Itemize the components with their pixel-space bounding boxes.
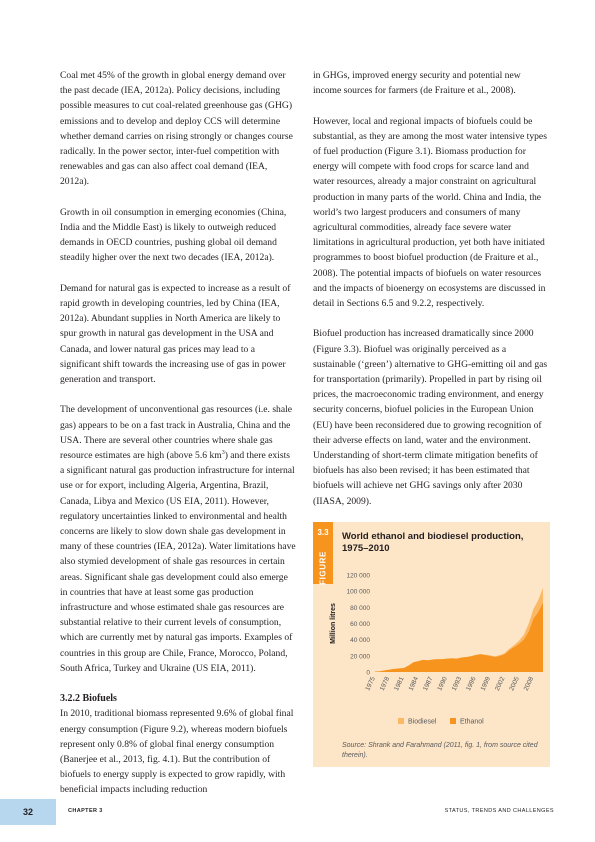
x-tick-label: 1981	[393, 675, 406, 692]
footer-chapter: CHAPTER 3	[68, 808, 103, 814]
legend-label-ethanol: Ethanol	[460, 718, 484, 726]
x-tick-label: 2005	[508, 675, 521, 692]
y-axis-label: Million litres	[330, 603, 337, 644]
x-tick-label: 1999	[479, 675, 493, 692]
paragraph-shale-gas	[60, 402, 296, 676]
x-tick-label: 2008	[522, 675, 536, 692]
x-tick-label: 1984	[407, 675, 421, 692]
shale-text-part1: The development of unconventional gas resources (i.e. shale gas) appears to be on a fast track in Australia, China and the USA. There are several other countries where shale gas resource estimates are high (above 5.6 km	[60, 404, 293, 462]
figure-label: FIGURE	[318, 551, 328, 585]
y-tick-label: 100 000	[346, 588, 370, 596]
figure-title: World ethanol and biodiesel production, 1975–2010	[342, 531, 524, 554]
legend-swatch-biodiesel	[398, 718, 404, 724]
paragraph-coal: Coal met 45% of the growth in global energy demand over the past decade (IEA, 2012a). Policy decisions, including possible measures to cut coal-related greenhouse gas (GHG) emissions and to develop and deploy CCS will determine whether demand carries on rising strongly or changes course radically. In the power sector, inter-fuel competition with renewables and gas can also affect coal demand (IEA, 2012a).	[60, 70, 293, 188]
x-tick-label: 1993	[450, 675, 464, 692]
left-column	[60, 68, 296, 813]
x-tick-label: 1975	[364, 675, 377, 692]
figure-box	[313, 522, 550, 767]
paragraph-biofuel-production: Biofuel production has increased dramatically since 2000 (Figure 3.3). Biofuel was originally perceived as a sustainable (‘green’) alternative to GHG-emitting oil and gas for transportation (primarily). Propelled in part by rising oil prices, the macroeconomic trading environment, and energy security concerns, biofuel policies in the European Union (EU) have been reconsidered due to growing recognition of their adverse effects on land, water and the environment. Understanding of short-term climate mitigation benefits of biofuels has also been revised; it has been estimated that biofuels will achieve net GHG savings only after 2030 (IIASA, 2009).	[313, 328, 548, 507]
y-tick-label: 80 000	[350, 604, 370, 612]
figure-number: 3.3	[317, 528, 329, 537]
x-tick-label: 1987	[421, 675, 435, 692]
paragraph-natural-gas: Demand for natural gas is expected to increase as a result of rapid growth in developing countries, led by China (IEA, 2012a). Abundant supplies in North America are likely to spur growth in natural gas development in the USA and Canada, and lower natural gas prices may lead to a significant shift towards the increasing use of gas in power generation and transport.	[60, 282, 291, 386]
superscript: 3	[221, 449, 225, 456]
legend-swatch-ethanol	[450, 718, 456, 724]
y-tick-label: 60 000	[350, 621, 370, 628]
paragraph-biofuel-impacts: However, local and regional impacts of biofuels could be substantial, as they are among the most water intensive types of fuel production (Figure 3.1). Biomass production for energy will compete with food crops for scarce land and water resources, already a major constraint on agricultural production in many parts of the world. China and India, the world’s two largest producers and consumers of many agricultural commodities, already face severe water limitations in agricultural production, yet both have initiated programmes to boost biofuel production (de Fraiture et al., 2008). The potential impacts of biofuels on water resources and the impacts of bioenergy on ecosystems are discussed in detail in Sections 6.5 and 9.2.2, respectively.	[313, 115, 547, 310]
y-tick-label: 40 000	[350, 637, 370, 645]
x-tick-label: 1990	[436, 675, 449, 692]
section-heading-biofuels: 3.2.2 Biofuels	[60, 693, 117, 705]
x-tick-label: 1996	[465, 675, 478, 692]
legend-label-biodiesel: Biodiesel	[408, 718, 437, 726]
figure-source: Source: Shrank and Farahmand (2011, fig. 1, from source cited therein).	[342, 742, 538, 759]
x-tick-label: 2002	[493, 675, 507, 692]
right-column	[313, 68, 551, 524]
paragraph-ghg-benefits: in GHGs, improved energy security and potential new income sources for farmers (de Fraiture et al., 2008).	[313, 70, 521, 97]
y-tick-label: 20 000	[350, 653, 370, 661]
paragraph-biofuels-intro: In 2010, traditional biomass represented 9.6% of global final energy consumption (Figure 9.2), whereas modern biofuels represent only 0.8% of global final energy consumption (Banerjee et al., 2013, fig. 4.1). But the contribution of biofuels to energy supply is expected to grow rapidly, with beneficial impacts including reduction	[60, 708, 294, 796]
footer-running-title: STATUS, TRENDS AND CHALLENGES	[444, 808, 554, 814]
shale-text-part2: ) and there exists a significant natural gas production infrastructure for internal use or for export, including Algeria, Argentina, Brazil, Canada, Libya and Mexico (US EIA, 2011). However, regulatory uncertainties linked to environmental and health concerns are likely to slow down shale gas development in many of these countries (IEA, 2012a). Water limitations have also stymied development of shale gas resources in certain areas. Significant shale gas development could also emerge in countries that have at least some gas production infrastructure and whose estimated shale gas resources are substantial relative to their current levels of consumption, which are currently met by natural gas imports. Examples of countries in this group are Chile, France, Morocco, Poland, South Africa, Turkey and Ukraine (US EIA, 2011).	[60, 450, 296, 674]
y-tick-label: 0	[366, 669, 370, 677]
paragraph-oil: Growth in oil consumption in emerging economies (China, India and the Middle East) is likely to outweigh reduced demands in OECD countries, pushing global oil demand steadily higher over the next two decades (IEA, 2012a).	[60, 206, 287, 264]
series-ethanol-area	[375, 602, 543, 672]
chart	[313, 522, 550, 742]
page-number: 32	[0, 799, 56, 825]
y-tick-label: 120 000	[346, 572, 370, 580]
x-tick-label: 1978	[378, 675, 392, 692]
